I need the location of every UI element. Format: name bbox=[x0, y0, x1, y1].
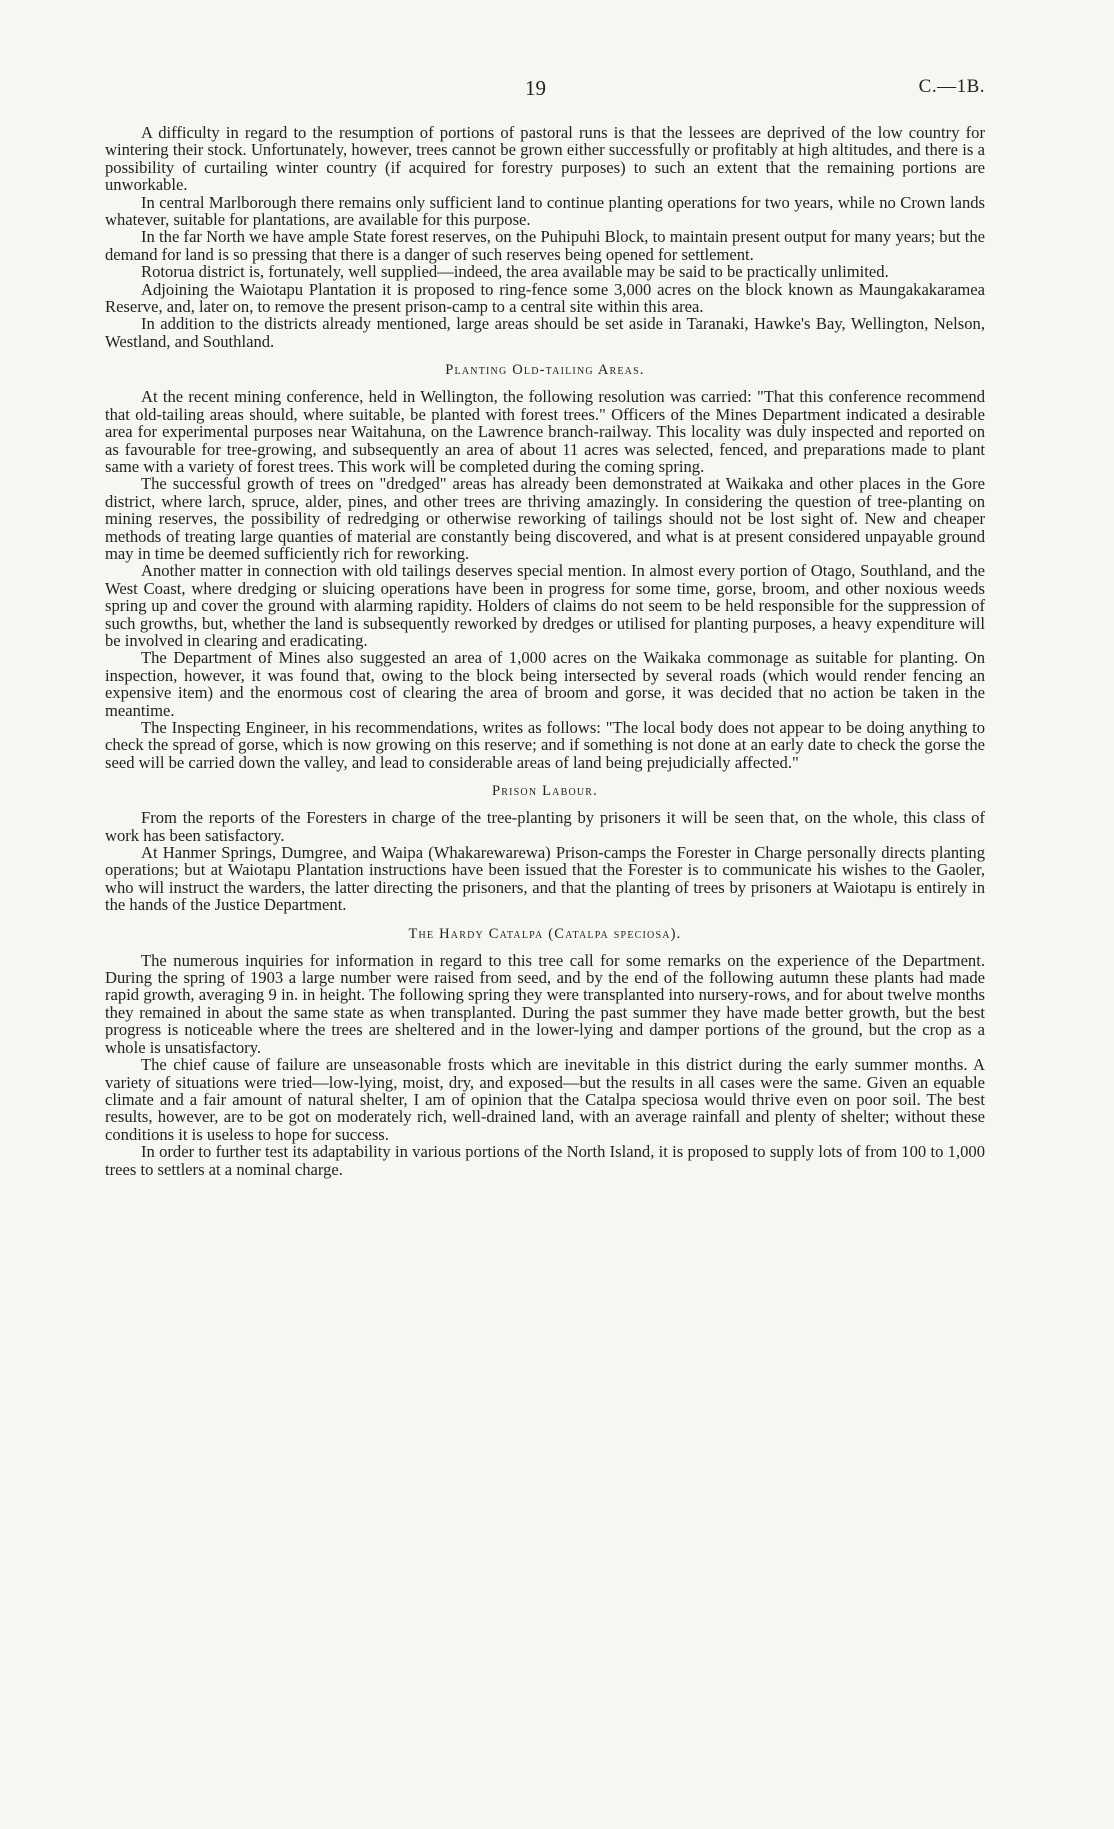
paragraph: At the recent mining conference, held in Wellington, the following resolution was carried: "That this conference recommend that old-tailing areas should, where suitable, be planted with forest trees." Officers of the Mines Department indicated a desirable area for experimental purposes near Waitahuna, on the Lawrence branch-railway. This locality was duly inspected and reported on as favourable for tree-growing, and subsequently an area of about 11 acres was selected, fenced, and preparations made to plant same with a variety of forest trees. This work will be completed during the coming spring. bbox=[105, 387, 985, 476]
paragraph: In addition to the districts already mentioned, large areas should be set aside in Taranaki, Hawke's Bay, Wellington, Nelson, Westland, and Southland. bbox=[105, 314, 985, 351]
section-heading-prison-labour: Prison Labour. bbox=[492, 783, 598, 800]
section-heading-catalpa: The Hardy Catalpa (Catalpa speciosa). bbox=[408, 925, 682, 942]
paragraph: In order to further test its adaptability in various portions of the North Island, it is proposed to supply lots of from 100 to 1,000 trees to settlers at a nominal charge. bbox=[105, 1142, 985, 1179]
paragraph: In the far North we have ample State forest reserves, on the Puhipuhi Block, to maintain present output for many years; but the demand for land is so pressing that there is a danger of such reserves being opened for settlement. bbox=[105, 227, 985, 264]
paragraph: The Department of Mines also suggested an area of 1,000 acres on the Waikaka commonage as suitable for planting. On inspection, however, it was found that, owing to the block being intersected by several roads (which would render fencing an expensive item) and the enormous cost of clearing the area of broom and gorse, it was decided that no action be taken in the meantime. bbox=[105, 648, 985, 720]
paragraph: The chief cause of failure are unseasonable frosts which are inevitable in this district during the early summer months. A variety of situations were tried—low-lying, moist, dry, and exposed—but the results in all cases were the same. Given an equable climate and a fair amount of natural shelter, I am of opinion that the Catalpa speciosa would thrive even on poor soil. The best results, however, are to be got on moderately rich, well-drained land, with an average rainfall and plenty of shelter; without these conditions it is useless to hope for success. bbox=[105, 1055, 985, 1144]
paragraph: The numerous inquiries for information in regard to this tree call for some remarks on the experience of the Department. During the spring of 1903 a large number were raised from seed, and by the end of the following autumn these plants had made rapid growth, averaging 9 in. in height. The following spring they were transplanted into nursery-rows, and for about twelve months they remained in about the same state as when transplanted. During the past summer they have made better growth, but the best progress is noticeable where the trees are sheltered and in the lower-lying and damper portions of the ground, but the crop as a whole is unsatisfactory. bbox=[105, 950, 985, 1057]
section-catalpa bbox=[105, 952, 985, 1178]
paragraph: In central Marlborough there remains only sufficient land to continue planting operations for two years, while no Crown lands whatever, suitable for plantations, are available for this purpose. bbox=[105, 192, 985, 230]
section-old-tailing bbox=[105, 388, 985, 771]
paragraph: A difficulty in regard to the resumption of portions of pastoral runs is that the lessees are deprived of the low country for wintering their stock. Unfortunately, however, trees cannot be grown either successfully or profitably at high altitudes, and there is a possibility of curtailing winter country (if acquired for forestry purposes) to such an extent that the remaining portions are unworkable. bbox=[105, 123, 985, 195]
paragraph: From the reports of the Foresters in charge of the tree-planting by prisoners it will be seen that, on the whole, this class of work has been satisfactory. bbox=[105, 808, 985, 845]
paragraph: Another matter in connection with old tailings deserves special mention. In almost every portion of Otago, Southland, and the West Coast, where dredging or sluicing operations have been in progress for some time, gorse, broom, and other noxious weeds spring up and cover the ground with alarming rapidity. Holders of claims do not seem to be held responsible for the suppression of such growths, but, whether the land is subsequently reworked by dredges or utilised for planting purposes, a heavy expenditure will be involved in clearing and eradicating. bbox=[105, 561, 985, 650]
document-page bbox=[105, 70, 985, 1178]
section-resumption bbox=[105, 124, 985, 350]
page-number: 19 bbox=[525, 76, 546, 100]
paragraph: At Hanmer Springs, Dumgree, and Waipa (Whakarewarewa) Prison-camps the Forester in Charge personally directs planting operations; but at Waiotapu Plantation instructions have been issued that the Forester is to communicate his wishes to the Gaoler, who will instruct the warders, the latter directing the prisoners, and that the planting of trees by prisoners at Waiotapu is entirely in the hands of the Justice Department. bbox=[105, 843, 985, 915]
paragraph: Adjoining the Waiotapu Plantation it is proposed to ring-fence some 3,000 acres on the block known as Maungakakaramea Reserve, and, later on, to remove the present prison-camp to a central site within this area. bbox=[105, 279, 985, 317]
paragraph: The Inspecting Engineer, in his recommendations, writes as follows: "The local body does not appear to be doing anything to check the spread of gorse, which is now growing on this reserve; and if something is not done at an early date to check the gorse the seed will be carried down the valley, and lead to considerable areas of land being prejudicially affected." bbox=[105, 718, 985, 772]
section-heading-old-tailing: Planting Old-tailing Areas. bbox=[445, 362, 645, 379]
document-reference: C.—1B. bbox=[918, 76, 985, 97]
page-header bbox=[105, 70, 985, 106]
paragraph: Rotorua district is, fortunately, well supplied—indeed, the area available may be said to be practically unlimited. bbox=[141, 262, 889, 282]
paragraph: The successful growth of trees on "dredged" areas has already been demonstrated at Waikaka and other places in the Gore district, where larch, spruce, alder, pines, and other trees are thriving amazingly. In considering the question of tree-planting on mining reserves, the possibility of redredging or otherwise reworking of tailings should not be lost sight of. New and cheaper methods of treating large quanties of material are constantly being discovered, and what is at present considered unpayable ground may in time be deemed sufficiently rich for reworking. bbox=[105, 474, 985, 563]
section-prison-labour bbox=[105, 809, 985, 913]
